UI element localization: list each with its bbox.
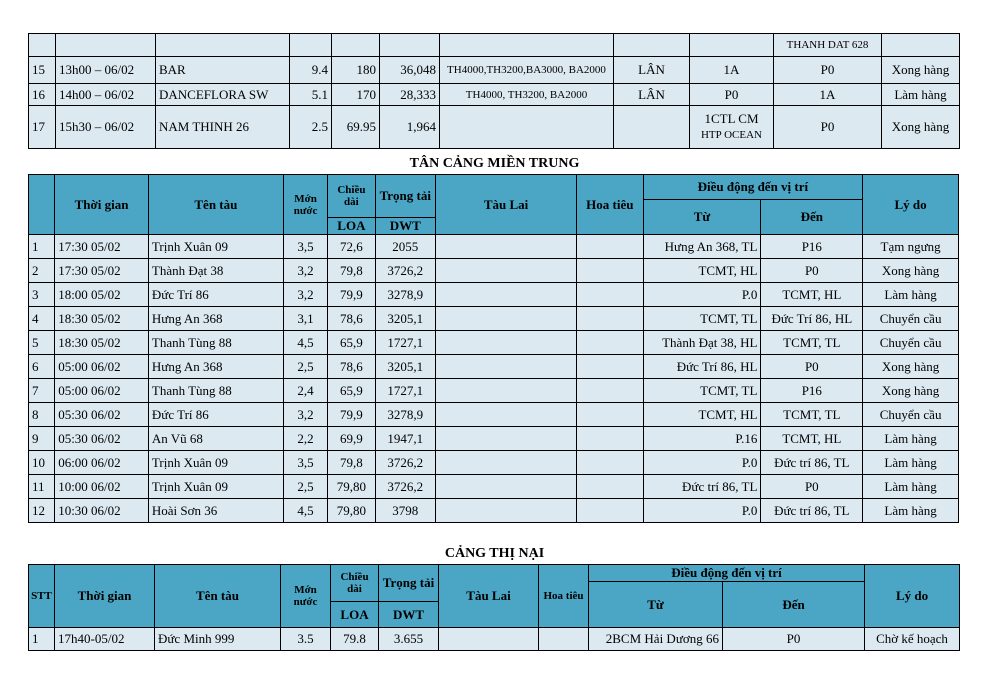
from-cell: TCMT, TL — [643, 307, 761, 331]
tonnage-header: Trọng tải — [375, 175, 435, 218]
table-row — [29, 403, 959, 427]
tug-cell — [436, 331, 577, 355]
ship-name-cell: NAM THINH 26 — [156, 106, 290, 149]
pilot-cell: LÂN — [614, 57, 690, 84]
reason-cell: Xong hàng — [863, 259, 959, 283]
time-header: Thời gian — [55, 565, 155, 628]
loa-cell: 69,9 — [328, 427, 375, 451]
pilot-cell — [577, 259, 643, 283]
table-row — [29, 628, 960, 651]
header-row — [29, 565, 960, 582]
pilot-cell — [577, 379, 643, 403]
time-cell: 18:30 05/02 — [55, 307, 149, 331]
loa-cell: 69.95 — [332, 106, 380, 149]
stt-cell: 10 — [29, 451, 55, 475]
draft-cell: 2,5 — [283, 355, 327, 379]
dwt-cell: 1727,1 — [375, 331, 435, 355]
dwt-cell: 3205,1 — [375, 307, 435, 331]
tug-cell — [440, 106, 614, 149]
move-header: Điều động đến vị trí — [589, 565, 865, 582]
pilot-cell: LÂN — [614, 84, 690, 106]
stt-cell: 4 — [29, 307, 55, 331]
section-title-tan-cang: TÂN CẢNG MIỀN TRUNG — [409, 156, 580, 171]
draft-cell: 4,5 — [283, 499, 327, 523]
table-row — [29, 84, 960, 106]
reason-header: Lý do — [863, 175, 959, 235]
to-cell: TCMT, TL — [761, 403, 863, 427]
stt-cell: 1 — [29, 628, 55, 651]
table-row — [29, 34, 960, 57]
loa-cell: 65,9 — [328, 331, 375, 355]
tug-cell — [436, 403, 577, 427]
stt-cell: 3 — [29, 283, 55, 307]
reason-cell: Chuyển cầu — [863, 331, 959, 355]
from-header: Từ — [589, 582, 723, 628]
reason-cell: Làm hàng — [863, 499, 959, 523]
draft-cell: 2,5 — [283, 475, 327, 499]
to-cell: P0 — [723, 628, 865, 651]
reason-cell: Xong hàng — [882, 106, 960, 149]
reason-cell: Làm hàng — [863, 427, 959, 451]
dwt-cell: 2055 — [375, 235, 435, 259]
dwt-cell: 3726,2 — [375, 259, 435, 283]
tug-cell — [436, 307, 577, 331]
to-cell: P16 — [761, 379, 863, 403]
from-cell: P0 — [690, 84, 774, 106]
pilot-cell — [577, 451, 643, 475]
to-cell: 1A — [774, 84, 882, 106]
length-header: Chiều dài — [328, 175, 375, 218]
from-cell: Đức Trí 86, HL — [643, 355, 761, 379]
from-cell: P.16 — [643, 427, 761, 451]
stt-cell: 8 — [29, 403, 55, 427]
stt-cell: 7 — [29, 379, 55, 403]
loa-header: LOA — [328, 218, 375, 235]
time-cell: 17:30 05/02 — [55, 235, 149, 259]
to-header: Đến — [723, 582, 865, 628]
dwt-cell: 3726,2 — [375, 475, 435, 499]
tug-cell: TH4000,TH3200,BA3000, BA2000 — [440, 57, 614, 84]
pilot-cell — [577, 331, 643, 355]
stt-header — [29, 175, 55, 235]
from-cell: 2BCM Hải Dương 66 — [589, 628, 723, 651]
time-cell: 05:30 06/02 — [55, 403, 149, 427]
pilot-header: Hoa tiêu — [577, 175, 643, 235]
from-header: Từ — [643, 200, 761, 235]
stt-cell: 9 — [29, 427, 55, 451]
loa-cell: 180 — [332, 57, 380, 84]
to-cell: Đức trí 86, TL — [761, 451, 863, 475]
loa-cell: 79,8 — [328, 259, 375, 283]
ship-name-cell: Trịnh Xuân 09 — [148, 235, 283, 259]
dwt-cell: 3726,2 — [375, 451, 435, 475]
table-row — [29, 307, 959, 331]
draft-header: Mớn nước — [281, 565, 331, 628]
move-header: Điều động đến vị trí — [643, 175, 863, 200]
reason-cell: Chuyển cầu — [863, 403, 959, 427]
tug-cell — [436, 379, 577, 403]
tug-cell — [436, 451, 577, 475]
loa-cell: 170 — [332, 84, 380, 106]
loa-cell: 65,9 — [328, 379, 375, 403]
tug-cell — [436, 499, 577, 523]
dwt-cell: 3278,9 — [375, 283, 435, 307]
thi-nai-table — [28, 564, 960, 651]
draft-cell: 3,1 — [283, 307, 327, 331]
header-row — [29, 175, 959, 200]
reason-cell: Làm hàng — [863, 475, 959, 499]
table-row — [29, 259, 959, 283]
loa-cell: 72,6 — [328, 235, 375, 259]
dwt-cell: 3205,1 — [375, 355, 435, 379]
from-cell: P.0 — [643, 283, 761, 307]
dwt-cell: 28,333 — [380, 84, 440, 106]
reason-cell: Xong hàng — [882, 57, 960, 84]
dwt-cell: 36,048 — [380, 57, 440, 84]
tug-cell — [436, 283, 577, 307]
stt-cell: 5 — [29, 331, 55, 355]
stt-cell: 16 — [29, 84, 56, 106]
to-cell: TCMT, HL — [761, 427, 863, 451]
to-cell: Đức Trí 86, HL — [761, 307, 863, 331]
from-cell: TCMT, HL — [643, 259, 761, 283]
draft-cell: 3,2 — [283, 403, 327, 427]
from-cell: Thành Đạt 38, HL — [643, 331, 761, 355]
pilot-cell — [577, 283, 643, 307]
dwt-cell: 1947,1 — [375, 427, 435, 451]
loa-cell: 79,80 — [328, 475, 375, 499]
draft-cell: 3,5 — [283, 451, 327, 475]
draft-cell: 2,2 — [283, 427, 327, 451]
to-cell: TCMT, TL — [761, 331, 863, 355]
table-row — [29, 451, 959, 475]
to-cell: P0 — [761, 475, 863, 499]
pilot-cell — [577, 427, 643, 451]
from-cell: Hưng An 368, TL — [643, 235, 761, 259]
table-row — [29, 427, 959, 451]
loa-cell: 79,8 — [328, 451, 375, 475]
table-row — [29, 355, 959, 379]
from-cell: TCMT, HL — [643, 403, 761, 427]
dwt-header: DWT — [375, 218, 435, 235]
reason-cell: Tạm ngưng — [863, 235, 959, 259]
time-cell: 18:30 05/02 — [55, 331, 149, 355]
reason-cell: Chờ kế hoạch — [865, 628, 960, 651]
to-cell: Đức trí 86, TL — [761, 499, 863, 523]
ship-name-cell: Trịnh Xuân 09 — [148, 475, 283, 499]
tug-cell — [436, 427, 577, 451]
stt-header: STT — [29, 565, 55, 628]
time-cell: 05:00 06/02 — [55, 355, 149, 379]
dwt-header: DWT — [379, 602, 439, 628]
draft-cell: 9.4 — [290, 57, 332, 84]
ship-header: Tên tàu — [148, 175, 283, 235]
loa-cell: 79,80 — [328, 499, 375, 523]
from-cell: P.0 — [643, 451, 761, 475]
ship-name-cell: An Vũ 68 — [148, 427, 283, 451]
reason-cell: Chuyển cầu — [863, 307, 959, 331]
dwt-cell: 1727,1 — [375, 379, 435, 403]
table-row — [29, 57, 960, 84]
reason-cell: Xong hàng — [863, 355, 959, 379]
reason-cell: Làm hàng — [882, 84, 960, 106]
draft-cell: 2.5 — [290, 106, 332, 149]
table-row — [29, 106, 960, 149]
draft-cell: 2,4 — [283, 379, 327, 403]
time-header: Thời gian — [55, 175, 149, 235]
draft-cell: 3,2 — [283, 283, 327, 307]
tug-cell: TH4000, TH3200, BA2000 — [440, 84, 614, 106]
time-cell: 10:30 06/02 — [55, 499, 149, 523]
from-cell: Đức trí 86, TL — [643, 475, 761, 499]
dwt-cell: 3.655 — [379, 628, 439, 651]
table-row — [29, 235, 959, 259]
from-cell — [690, 106, 774, 149]
pilot-header: Hoa tiêu — [539, 565, 589, 628]
reason-header: Lý do — [865, 565, 960, 628]
ship-name-cell: DANCEFLORA SW — [156, 84, 290, 106]
length-header: Chiều dài — [331, 565, 379, 602]
time-cell: 05:30 06/02 — [55, 427, 149, 451]
loa-cell: 79.8 — [331, 628, 379, 651]
stt-cell: 15 — [29, 57, 56, 84]
tug-cell — [436, 475, 577, 499]
ship-name-cell: Hoài Sơn 36 — [148, 499, 283, 523]
loa-cell: 79,9 — [328, 283, 375, 307]
loa-cell: 78,6 — [328, 307, 375, 331]
tug-cell — [439, 628, 539, 651]
reason-cell: Làm hàng — [863, 451, 959, 475]
stt-cell: 17 — [29, 106, 56, 149]
ship-header: Tên tàu — [155, 565, 281, 628]
tug-cell — [436, 355, 577, 379]
stt-cell: 6 — [29, 355, 55, 379]
stt-cell: 11 — [29, 475, 55, 499]
draft-cell: 3,5 — [283, 235, 327, 259]
ship-name-cell: BAR — [156, 57, 290, 84]
loa-header: LOA — [331, 602, 379, 628]
to-header: Đến — [761, 200, 863, 235]
time-cell: 17h40-05/02 — [55, 628, 155, 651]
from-line-2: HTP OCEAN — [700, 129, 762, 141]
from-cell: 1A — [690, 57, 774, 84]
draft-cell: 3,2 — [283, 259, 327, 283]
pilot-cell — [539, 628, 589, 651]
from-cell: TCMT, TL — [643, 379, 761, 403]
to-cell: P16 — [761, 235, 863, 259]
reason-cell: Xong hàng — [863, 379, 959, 403]
pilot-cell — [577, 355, 643, 379]
tug-cell — [436, 235, 577, 259]
tonnage-header: Trọng tải — [379, 565, 439, 602]
to-cell: P0 — [774, 106, 882, 149]
draft-cell: 4,5 — [283, 331, 327, 355]
time-cell: 05:00 06/02 — [55, 379, 149, 403]
ship-name-cell: Thanh Tùng 88 — [148, 331, 283, 355]
pilot-cell — [577, 403, 643, 427]
draft-cell: 3.5 — [281, 628, 331, 651]
loa-cell: 78,6 — [328, 355, 375, 379]
draft-header: Mớn nước — [283, 175, 327, 235]
stt-cell: 1 — [29, 235, 55, 259]
pilot-cell — [614, 106, 690, 149]
dwt-cell: 1,964 — [380, 106, 440, 149]
reason-cell: Làm hàng — [863, 283, 959, 307]
pilot-cell — [577, 475, 643, 499]
ship-name-cell: Trịnh Xuân 09 — [148, 451, 283, 475]
time-cell: 13h00 – 06/02 — [56, 57, 156, 84]
to-cell: P0 — [761, 259, 863, 283]
tug-cell — [436, 259, 577, 283]
table-row — [29, 331, 959, 355]
to-cell: THANH DAT 628 — [774, 34, 882, 57]
dwt-cell: 3798 — [375, 499, 435, 523]
tug-header: Tàu Lai — [436, 175, 577, 235]
pilot-cell — [577, 235, 643, 259]
tan-cang-table — [28, 174, 959, 523]
ship-name-cell: Đức Trí 86 — [148, 403, 283, 427]
tug-header: Tàu Lai — [439, 565, 539, 628]
ship-name-cell: Thành Đạt 38 — [148, 259, 283, 283]
previous-port-table — [28, 33, 960, 149]
to-cell: TCMT, HL — [761, 283, 863, 307]
ship-name-cell: Hưng An 368 — [148, 355, 283, 379]
to-cell: P0 — [761, 355, 863, 379]
time-cell: 14h00 – 06/02 — [56, 84, 156, 106]
table-row — [29, 283, 959, 307]
pilot-cell — [577, 499, 643, 523]
stt-cell: 12 — [29, 499, 55, 523]
ship-name-cell: Đức Minh 999 — [155, 628, 281, 651]
dwt-cell: 3278,9 — [375, 403, 435, 427]
time-cell: 17:30 05/02 — [55, 259, 149, 283]
loa-cell: 79,9 — [328, 403, 375, 427]
time-cell: 06:00 06/02 — [55, 451, 149, 475]
ship-name-cell: Hưng An 368 — [148, 307, 283, 331]
to-cell: P0 — [774, 57, 882, 84]
table-row — [29, 475, 959, 499]
pilot-cell — [577, 307, 643, 331]
ship-name-cell: Thanh Tùng 88 — [148, 379, 283, 403]
ship-name-cell: Đức Trí 86 — [148, 283, 283, 307]
time-cell: 10:00 06/02 — [55, 475, 149, 499]
draft-cell: 5.1 — [290, 84, 332, 106]
table-row — [29, 499, 959, 523]
from-line-1: 1CTL CM — [704, 111, 759, 126]
time-cell: 18:00 05/02 — [55, 283, 149, 307]
from-cell: P.0 — [643, 499, 761, 523]
time-cell: 15h30 – 06/02 — [56, 106, 156, 149]
table-row — [29, 379, 959, 403]
section-title-thi-nai: CẢNG THỊ NẠI — [444, 546, 545, 561]
stt-cell: 2 — [29, 259, 55, 283]
